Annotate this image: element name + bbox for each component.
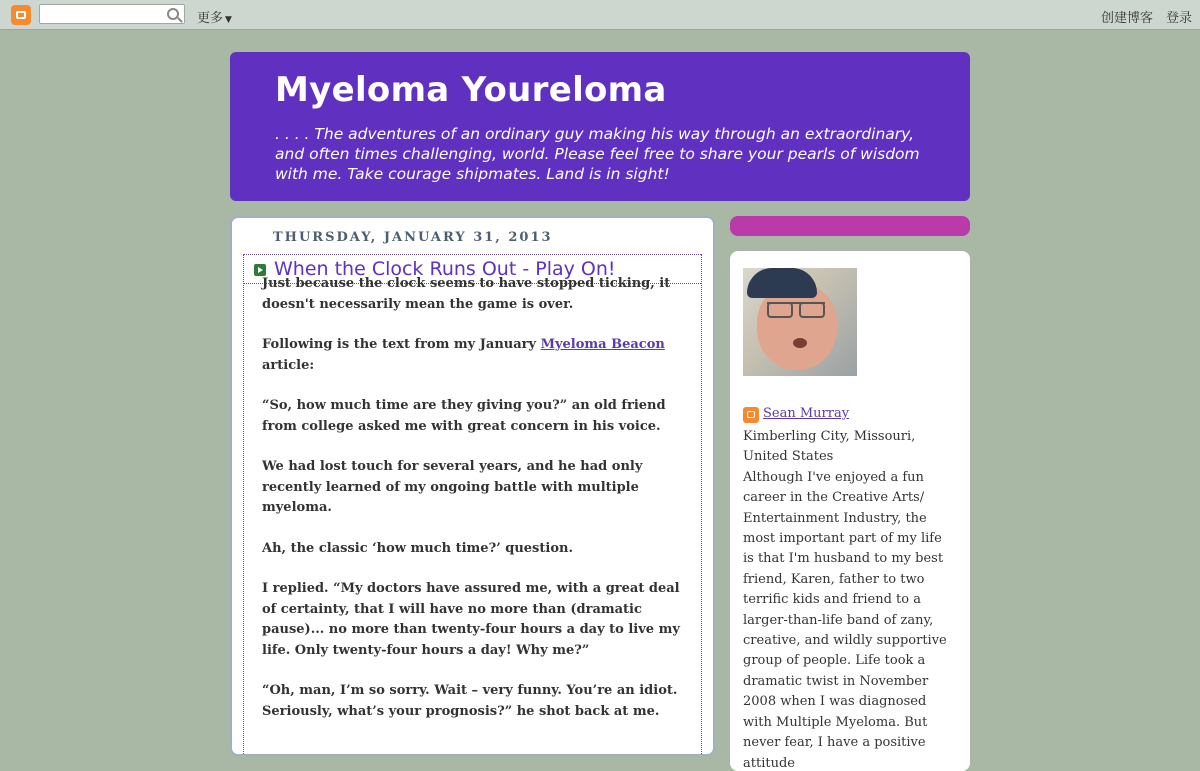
blog-header [230,52,970,201]
profile-info [743,427,947,771]
main-column [230,216,715,756]
post-text: Following is the text from my January [262,337,541,352]
create-blog-link[interactable]: 创建博客 [1100,11,1153,26]
post-paragraph: “Oh, man, I’m so sorry. Wait – very funny. You’re an idiot. Seriously, what’s your prognosis?” he shot back at me. [262,683,678,719]
profile-bio: Although I've enjoyed a fun career in the Creative Arts/ Entertainment Industry, the most important part of my life is that I'm husband to my best friend, Karen, father to two terrific kids and friend to a larger-than-life band of zany, creative, and wildly supportive group of people. Life took a dramatic twist in November 2008 when I was diagnosed with Multiple Myeloma. But never fear, I have a positive attitude [743,469,947,771]
post-paragraph [262,335,680,376]
post-title[interactable]: When the Clock Runs Out - Play On! [274,258,616,280]
sidebar-title-bar [730,216,970,236]
post-body [262,274,680,742]
avatar-glasses [767,302,825,318]
chevron-down-icon: ▼ [225,15,232,25]
profile-location: Kimberling City, Missouri, United States [743,429,916,465]
blogger-logo-icon[interactable] [11,5,31,25]
blog-title[interactable]: Myeloma Youreloma [275,70,667,110]
post-paragraph: Ah, the classic ‘how much time?’ question. [262,540,573,556]
post-text: article: [262,357,315,373]
search-input[interactable] [39,4,185,24]
post-date: THURSDAY, JANUARY 31, 2013 [273,230,553,245]
avatar[interactable] [743,268,857,376]
myeloma-beacon-link[interactable]: Myeloma Beacon [540,337,665,352]
profile-widget [730,251,970,771]
post-paragraph: “So, how much time are they giving you?” an old friend from college asked me with great concern in his voice. [262,398,666,434]
profile-name-link[interactable]: Sean Murray [763,406,850,421]
avatar-cap [747,268,817,298]
more-menu[interactable] [197,7,232,26]
post-paragraph: I replied. “My doctors have assured me, with a great deal of certainty, that I will have no more than (dramatic pause)... no more than twenty-four hours a day to live my life. Only twenty-four hours a day! Why me?” [262,581,680,658]
blogger-profile-icon [743,407,759,423]
search-icon[interactable] [167,8,179,20]
blog-description: . . . . The adventures of an ordinary guy making his way through an extraordinary, and often times challenging, world. Please feel free to share your pearls of wisdom with me. Take courage shipmates. Land is in sight! [275,125,920,183]
more-label: 更多 [197,11,224,26]
post-paragraph: Just because the clock seems to have stopped ticking, it doesn't necessarily mean the game is over. [262,276,671,312]
post-paragraph: We had lost touch for several years, and he had only recently learned of my ongoing battle with multiple myeloma. [262,459,643,515]
login-link[interactable]: 登录 [1165,11,1192,26]
top-navbar [0,0,1200,30]
avatar-mouth [793,338,807,348]
